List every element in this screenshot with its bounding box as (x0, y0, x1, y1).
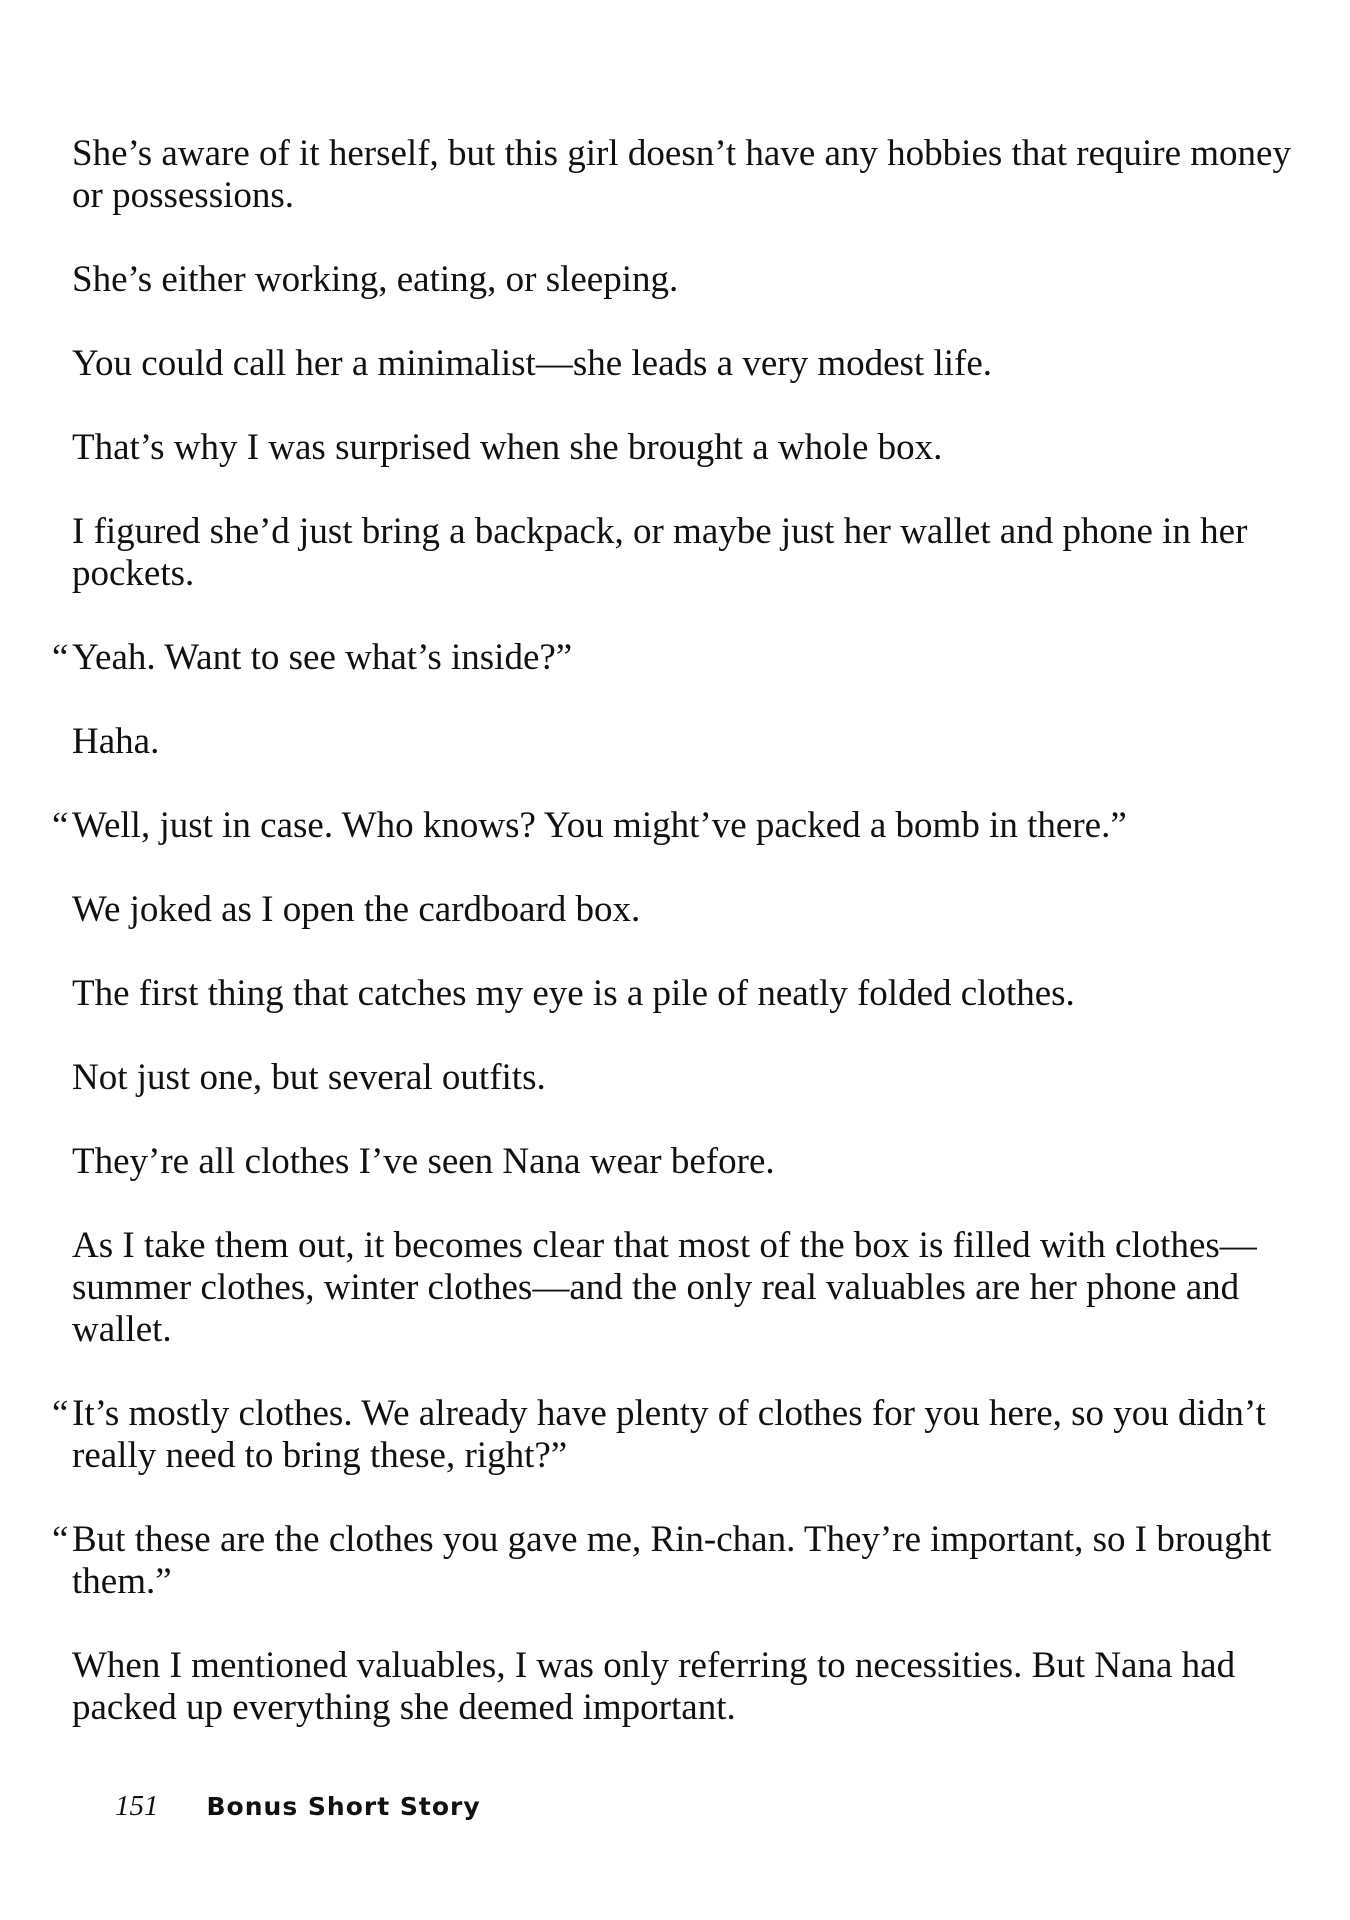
paragraph-dialogue (52, 637, 1312, 679)
opening-quote: “ (52, 1393, 69, 1434)
paragraph-dialogue (52, 1393, 1312, 1477)
paragraph-narration (52, 511, 1312, 595)
paragraph-text: Haha. (72, 721, 160, 762)
paragraph-text: We joked as I open the cardboard box. (72, 889, 641, 930)
paragraph-text: She’s aware of it herself, but this girl doesn’t have any hobbies that require money or possessions. (72, 133, 1291, 216)
paragraph-narration (52, 427, 1312, 469)
paragraph-text: That’s why I was surprised when she brought a whole box. (72, 427, 943, 468)
paragraph-text: When I mentioned valuables, I was only referring to necessities. But Nana had packed up everything she deemed important. (72, 1645, 1236, 1728)
page-footer (115, 1790, 481, 1823)
paragraph-text: As I take them out, it becomes clear that most of the box is filled with clothes—summer clothes, winter clothes—and the only real valuables are her phone and wallet. (72, 1225, 1257, 1350)
paragraph-narration (52, 889, 1312, 931)
paragraph-narration (52, 1141, 1312, 1183)
paragraph-text: Yeah. Want to see what’s inside?” (72, 637, 573, 678)
paragraph-text: Well, just in case. Who knows? You might’ve packed a bomb in there.” (72, 805, 1127, 846)
opening-quote: “ (52, 805, 69, 846)
paragraph-narration (52, 343, 1312, 385)
opening-quote: “ (52, 1519, 69, 1560)
paragraph-text: It’s mostly clothes. We already have plenty of clothes for you here, so you didn’t really need to bring these, right?” (72, 1393, 1266, 1476)
paragraph-narration (52, 133, 1312, 217)
paragraph-narration (52, 1225, 1312, 1351)
paragraph-text: Not just one, but several outfits. (72, 1057, 546, 1098)
running-head: Bonus Short Story (206, 1792, 481, 1821)
paragraph-dialogue (52, 1519, 1312, 1603)
paragraph-text: They’re all clothes I’ve seen Nana wear before. (72, 1141, 775, 1182)
paragraph-narration (52, 721, 1312, 763)
paragraph-narration (52, 973, 1312, 1015)
body-text (52, 133, 1312, 1771)
paragraph-text: The first thing that catches my eye is a pile of neatly folded clothes. (72, 973, 1075, 1014)
paragraph-text: I figured she’d just bring a backpack, or maybe just her wallet and phone in her pockets. (72, 511, 1248, 594)
paragraph-narration (52, 259, 1312, 301)
paragraph-text: You could call her a minimalist—she leads a very modest life. (72, 343, 993, 384)
opening-quote: “ (52, 637, 69, 678)
paragraph-dialogue (52, 805, 1312, 847)
paragraph-narration (52, 1057, 1312, 1099)
page-number: 151 (115, 1790, 159, 1822)
paragraph-text: She’s either working, eating, or sleeping. (72, 259, 679, 300)
paragraph-text: But these are the clothes you gave me, Rin-chan. They’re important, so I brought them.” (72, 1519, 1272, 1602)
paragraph-narration (52, 1645, 1312, 1729)
